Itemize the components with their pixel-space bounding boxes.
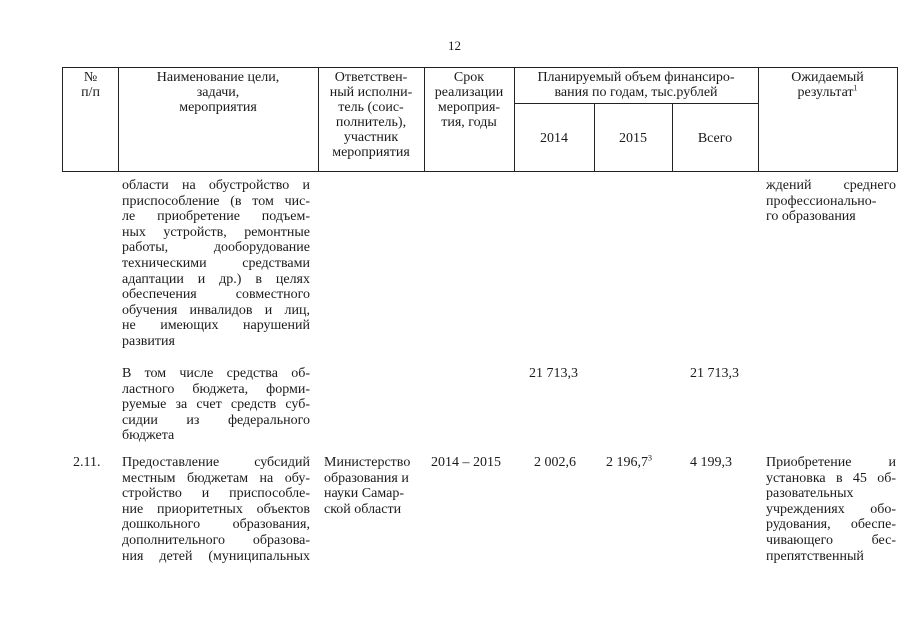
row-2-11-name-cell (122, 455, 310, 564)
header-col-number: № п/п (81, 70, 100, 100)
row-2-11-value-total: 4 199,3 (690, 455, 732, 470)
text-line: обучения инвалидов и лиц, (122, 302, 310, 318)
text-line: образования и (324, 470, 409, 486)
text-line: установка в 45 об- (766, 470, 896, 486)
text-line: бюджета (122, 428, 175, 444)
text-line: дошкольного образования, (122, 517, 310, 533)
text-line: местным бюджетам на обу- (122, 470, 310, 486)
text-line: чивающего бес- (766, 532, 896, 548)
text-line: стройство и приспособле- (122, 486, 310, 502)
header-col-result: Ожидаемый результат$^1$ (791, 70, 864, 100)
text-line: развития (122, 333, 175, 349)
text-line: Приобретение и (766, 455, 896, 470)
header-col-funding: Планируемый объем финансиро- вания по годам, тыс.рублей (537, 70, 735, 100)
text-line: адаптации и др.) в целях (122, 271, 310, 287)
text-line: го образования (766, 209, 856, 225)
text-line: приспособление (в том чис- (122, 193, 310, 209)
text-line: В том числе средства об- (122, 366, 310, 381)
text-line: Предоставление субсидий (122, 455, 310, 470)
text-line: ждений среднего (766, 178, 896, 193)
row-number: 2.11. (73, 455, 101, 470)
text-line: профессионально- (766, 193, 877, 209)
text-line: Министерство (324, 455, 411, 470)
text-line: ластного бюджета, форми- (122, 381, 310, 397)
text-line: учреждениях обо- (766, 501, 896, 517)
continuation-name-cell (122, 178, 310, 350)
text-line: обеспечения совместного (122, 287, 310, 303)
page-number: 12 (448, 38, 461, 53)
header-col-total: Всего (697, 131, 733, 146)
text-line: ния детей (муниципальных (122, 548, 310, 564)
text-line: не имеющих нарушений (122, 318, 310, 334)
header-col-name: Наименование цели, задачи, мероприятия (156, 70, 280, 115)
subsidy-value-2014: 21 713,3 (529, 366, 578, 381)
text-line: рудования, обеспе- (766, 517, 896, 533)
text-line: препятственный (766, 548, 864, 564)
text-line: ской области (324, 501, 402, 517)
row-2-11-term: 2014 – 2015 (431, 455, 501, 470)
subsidy-name-cell (122, 366, 310, 444)
header-col-responsible: Ответствен- ный исполни- тель (соис- полнитель), участник мероприятия (329, 70, 413, 160)
header-col-term: Срок реализации мероприя- тия, годы (434, 70, 504, 130)
text-line: науки Самар- (324, 486, 404, 502)
text-line: техническими средствами (122, 255, 310, 271)
subsidy-value-total: 21 713,3 (690, 366, 739, 381)
text-line: дополнительного образова- (122, 532, 310, 548)
text-line: работы, дооборудование (122, 240, 310, 256)
text-line: ние приоритетных объектов (122, 501, 310, 517)
row-2-11-value-2015: 2 196,7$^3$ (606, 453, 652, 470)
row-2-11-result-cell (766, 455, 896, 564)
header-col-2014: 2014 (540, 131, 568, 146)
row-2-11-value-2014: 2 002,6 (534, 455, 576, 470)
row-2-11-responsible-cell (324, 455, 424, 517)
continuation-result-cell (766, 178, 896, 225)
header-col-2015: 2015 (619, 131, 647, 146)
text-line: ле приобретение подъем- (122, 209, 310, 225)
text-line: ных устройств, ремонтные (122, 224, 310, 240)
text-line: области на обустройство и (122, 178, 310, 193)
text-line: руемые за счет средств суб- (122, 397, 310, 413)
text-line: сидии из федерального (122, 412, 310, 428)
text-line: разовательных (766, 486, 854, 502)
